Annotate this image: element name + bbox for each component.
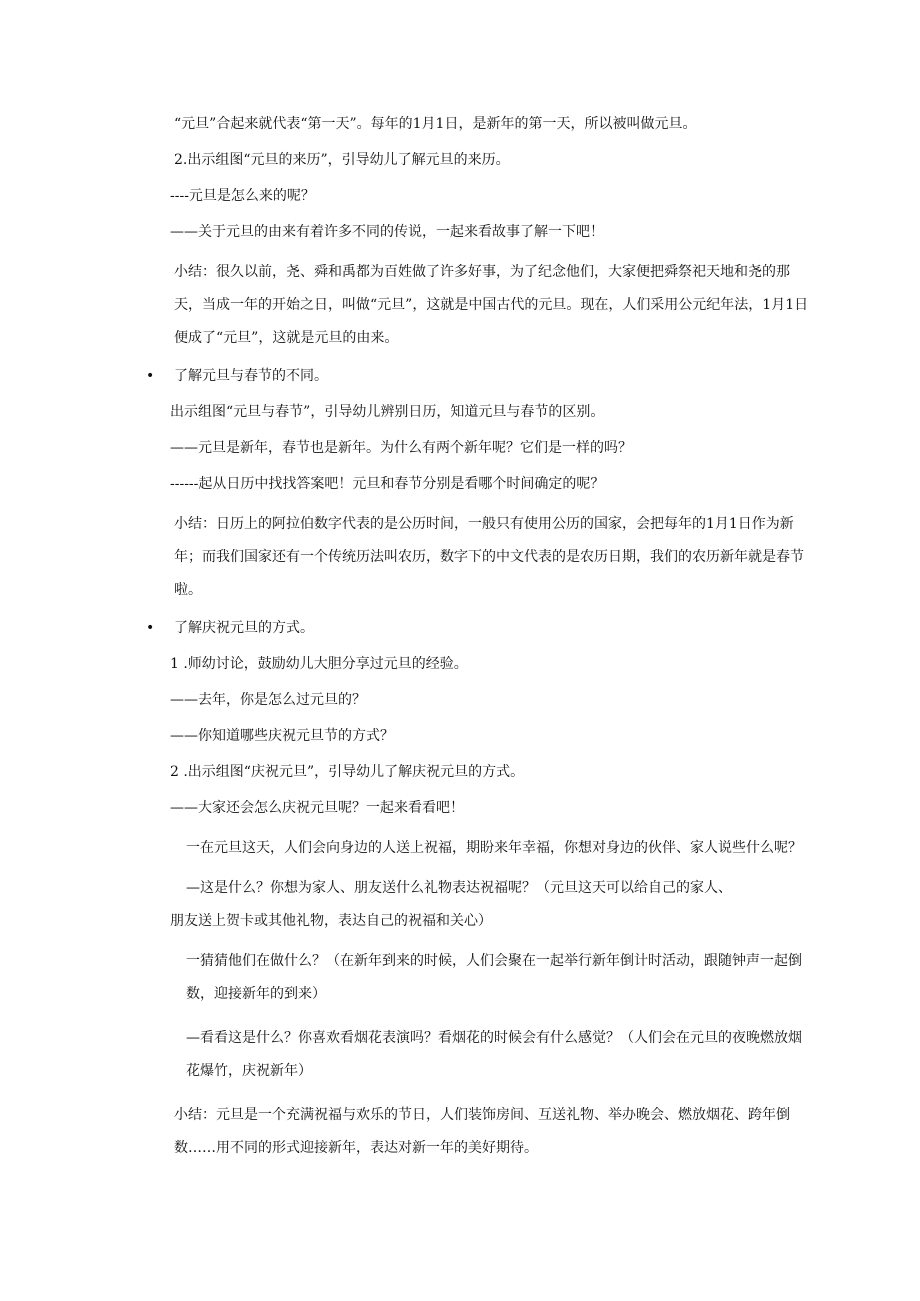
paragraph-step-2-celebrate: 2 .出示组图“庆祝元旦”，引导幼儿了解庆祝元旦的方式。: [170, 764, 525, 780]
paragraph-gifts-line-1: —这是什么？你想为家人、朋友送什么礼物表达祝福呢？（元旦这天可以给自己的家人、: [186, 880, 732, 896]
paragraph-question-origin: ----元旦是怎么来的呢？: [170, 188, 315, 204]
paragraph-ways-known: ——你知道哪些庆祝元旦节的方式？: [170, 728, 394, 744]
bullet-icon: •: [146, 620, 155, 636]
paragraph-summary-origin: 小结：很久以前，尧、舜和禹都为百姓做了许多好事，为了纪念他们，大家便把舜祭祀天地和尧的那天，当成一年的开始之日，叫做“元旦”，这就是中国古代的元旦。现在，人们采用公元纪年法，1月1日便成了“元旦”，这就是元旦的由来。: [174, 264, 809, 346]
paragraph-step-1-discuss: 1 .师幼讨论，鼓励幼儿大胆分享过元旦的经验。: [170, 656, 468, 672]
paragraph-blessings: 一在元旦这天，人们会向身边的人送上祝福，期盼来年幸福，你想对身边的伙伴、家人说些什么呢？: [186, 840, 802, 856]
document-body: [146, 112, 810, 1165]
paragraph-yuandan-meaning: “元旦”合起来就代表“第一天”。每年的1月1日，是新年的第一天，所以被叫做元旦。: [174, 116, 697, 132]
paragraph-step-2-origin: 2.出示组图“元旦的来历”，引导幼儿了解元旦的来历。: [174, 152, 510, 168]
paragraph-countdown: 一猜猜他们在做什么？（在新年到来的时候，人们会聚在一起举行新年倒计时活动，跟随钟声一起倒数，迎接新年的到来）: [186, 953, 802, 1002]
paragraph-find-answer: ------起从日历中找找答案吧！元旦和春节分别是看哪个时间确定的呢？: [170, 476, 605, 492]
paragraph-last-year: ——去年，你是怎么过元旦的？: [170, 692, 366, 708]
section-heading-celebration: [146, 616, 810, 641]
paragraph-gifts-line-2: 朋友送上贺卡或其他礼物，表达自己的祝福和关心）: [170, 913, 492, 929]
paragraph-look-together: ——大家还会怎么庆祝元旦呢？一起来看看吧！: [170, 800, 464, 816]
paragraph-show-calendar: 出示组图“元旦与春节”，引导幼儿辨别日历，知道元旦与春节的区别。: [170, 404, 605, 420]
section-heading-difference: [146, 364, 810, 389]
section-title-celebration: 了解庆祝元旦的方式。: [174, 620, 314, 636]
paragraph-fireworks: —看看这是什么？你喜欢看烟花表演吗？看烟花的时候会有什么感觉？（人们会在元旦的夜晚燃放烟花爆竹，庆祝新年）: [186, 1030, 802, 1079]
bullet-icon: •: [146, 368, 155, 384]
paragraph-summary-calendar: 小结：日历上的阿拉伯数字代表的是公历时间，一般只有使用公历的国家，会把每年的1月1日作为新年；而我们国家还有一个传统历法叫农历，数字下的中文代表的是农历日期，我们的农历新年就是春节啦。: [174, 516, 804, 598]
section-title-difference: 了解元旦与春节的不同。: [174, 368, 328, 384]
paragraph-legend-intro: ——关于元旦的由来有着许多不同的传说，一起来看故事了解一下吧！: [170, 224, 604, 240]
paragraph-two-new-years: ——元旦是新年，春节也是新年。为什么有两个新年呢？它们是一样的吗？: [170, 440, 632, 456]
paragraph-summary-celebration: 小结：元旦是一个充满祝福与欢乐的节日，人们装饰房间、互送礼物、举办晚会、燃放烟花、跨年倒数……用不同的形式迎接新年，表达对新一年的美好期待。: [174, 1107, 790, 1156]
